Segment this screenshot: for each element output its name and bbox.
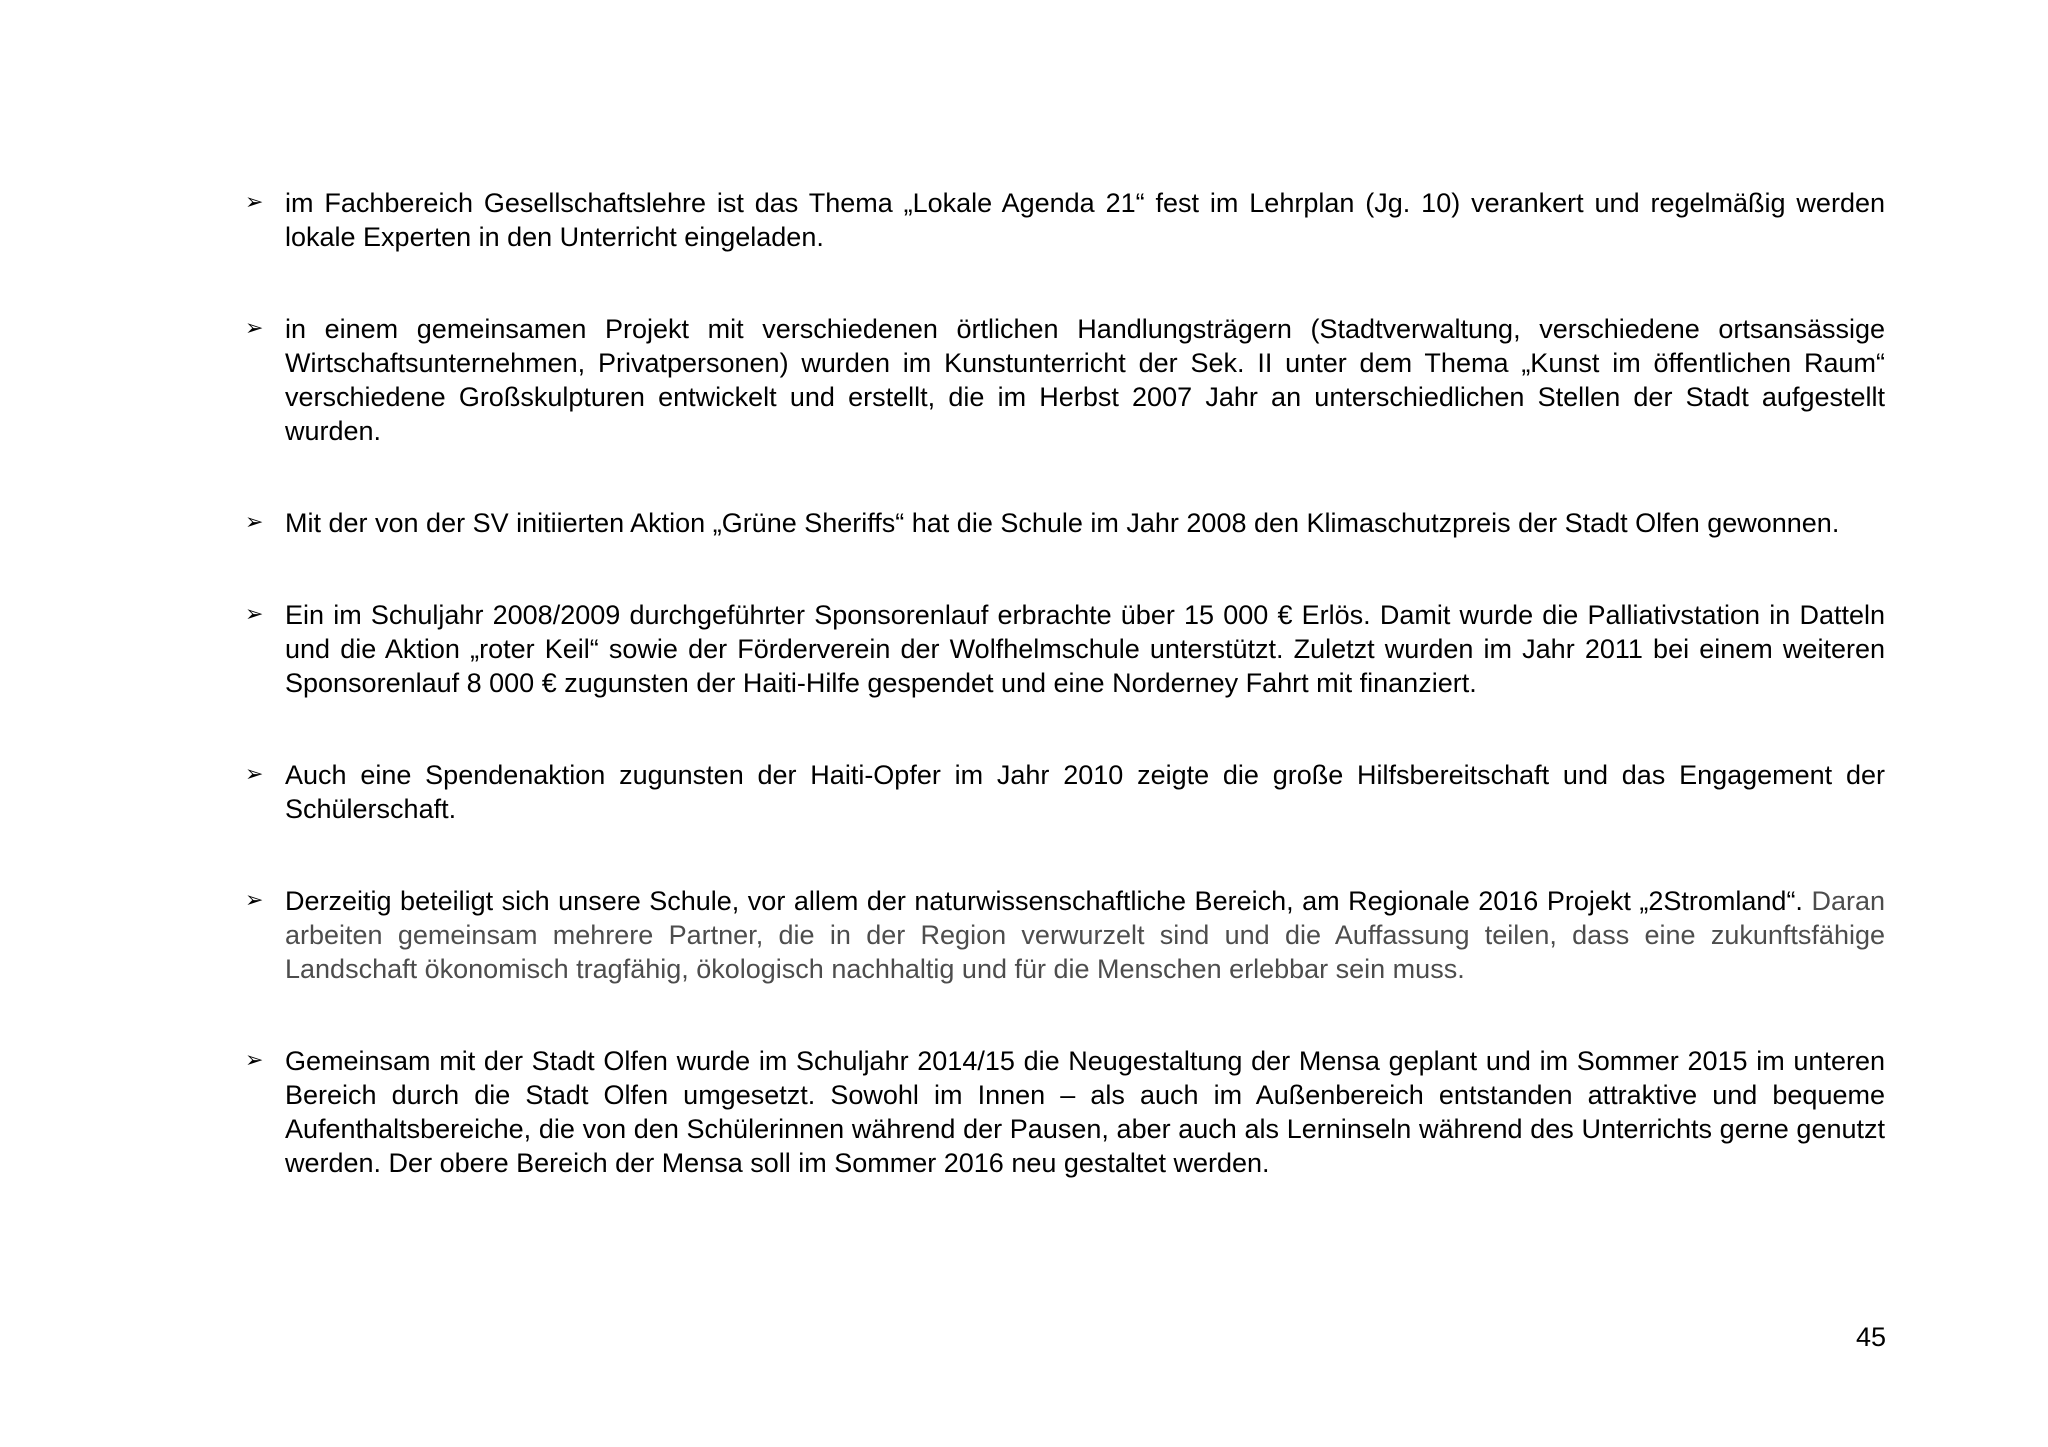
list-item-text: im Fachbereich Gesellschaftslehre ist das Thema „Lokale Agenda 21“ fest im Lehrplan (Jg. 10) verankert und regelmäßig werden lokale Experten in den Unterricht eingeladen. — [285, 188, 1885, 252]
list-item-text-secondary: Daran arbeiten gemeinsam mehrere Partner, die in der Region verwurzelt sind und die Auffassung teilen, dass eine zukunftsfähige Landschaft ökonomisch tragfähig, ökologisch nachhaltig und für die Menschen erlebbar sein muss. — [285, 886, 1886, 984]
list-item-text: Mit der von der SV initiierten Aktion „Grüne Sheriffs“ hat die Schule im Jahr 2008 den Klimaschutzpreis der Stadt Olfen gewonnen. — [285, 508, 1840, 538]
arrow-bullet-icon: ➢ — [245, 190, 264, 215]
list-item — [245, 598, 1885, 700]
list-item — [245, 884, 1885, 986]
list-item — [245, 506, 1885, 540]
list-item-text: in einem gemeinsamen Projekt mit verschiedenen örtlichen Handlungsträgern (Stadtverwaltung, verschiedene ortsansässige Wirtschaftsunternehmen, Privatpersonen) wurden im Kunstunterricht der Sek. II unter dem Thema „Kunst im öffentlichen Raum“ verschiedene Großskulpturen entwickelt und erstellt, die im Herbst 2007 Jahr an unterschiedlichen Stellen der Stadt aufgestellt wurden. — [285, 314, 1885, 446]
page-number: 45 — [1855, 1322, 1886, 1352]
list-item-text: Auch eine Spendenaktion zugunsten der Haiti-Opfer im Jahr 2010 zeigte die große Hilfsbereitschaft und das Engagement der Schülerschaft. — [285, 760, 1885, 824]
list-item — [245, 1044, 1885, 1180]
list-item — [245, 312, 1885, 448]
list-item-text-main: Derzeitig beteiligt sich unsere Schule, vor allem der naturwissenschaftliche Bereich, am Regionale 2016 Projekt „2Stromland“. — [285, 886, 1803, 916]
arrow-bullet-icon: ➢ — [245, 316, 264, 341]
arrow-bullet-icon: ➢ — [245, 602, 264, 627]
list-item — [245, 758, 1885, 826]
list-item — [245, 186, 1885, 254]
arrow-bullet-icon: ➢ — [245, 888, 264, 913]
bullet-list — [245, 186, 1885, 1180]
list-item-text — [285, 884, 1885, 986]
arrow-bullet-icon: ➢ — [245, 1048, 264, 1073]
arrow-bullet-icon: ➢ — [245, 510, 264, 535]
arrow-bullet-icon: ➢ — [245, 762, 264, 787]
list-item-text: Ein im Schuljahr 2008/2009 durchgeführter Sponsorenlauf erbrachte über 15 000 € Erlös. Damit wurde die Palliativstation in Datteln und die Aktion „roter Keil“ sowie der Förderverein der Wolfhelmschule unterstützt. Zuletzt wurden im Jahr 2011 bei einem weiteren Sponsorenlauf 8 000 € zugunsten der Haiti-Hilfe gespendet und eine Norderney Fahrt mit finanziert. — [285, 600, 1885, 698]
list-item-text: Gemeinsam mit der Stadt Olfen wurde im Schuljahr 2014/15 die Neugestaltung der Mensa geplant und im Sommer 2015 im unteren Bereich durch die Stadt Olfen umgesetzt. Sowohl im Innen – als auch im Außenbereich entstanden attraktive und bequeme Aufenthaltsbereiche, die von den Schülerinnen während der Pausen, aber auch als Lerninseln während des Unterrichts gerne genutzt werden. Der obere Bereich der Mensa soll im Sommer 2016 neu gestaltet werden. — [285, 1046, 1885, 1178]
